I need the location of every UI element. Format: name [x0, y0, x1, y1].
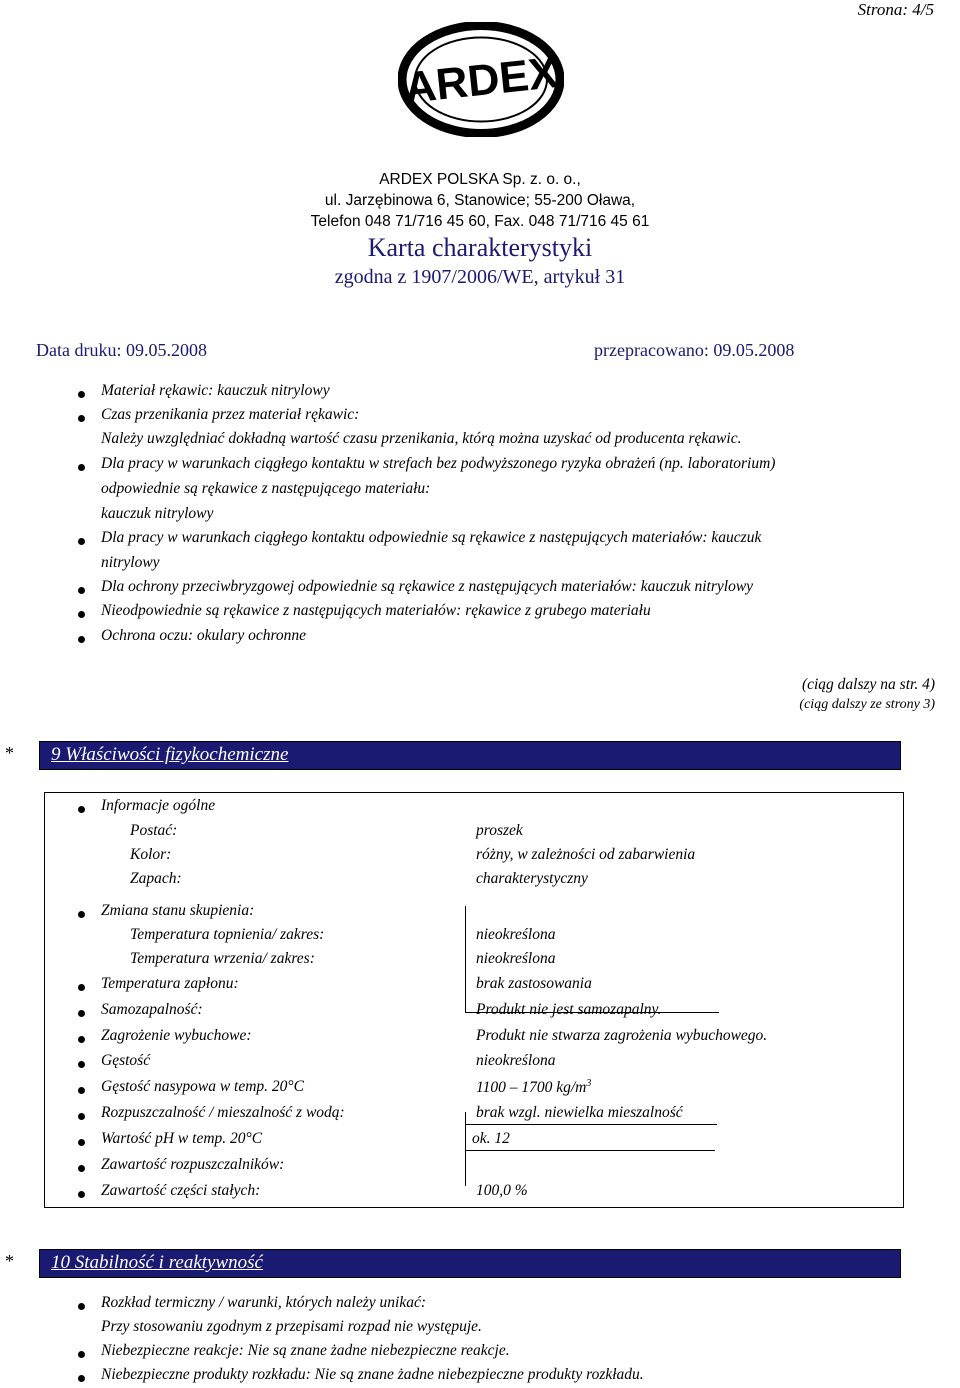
form-value: proszek: [476, 822, 523, 839]
penetration-text: Należy uwzględniać dokładną wartość czasu przenikania, którą można uzyskać od producenta rękawic.: [101, 430, 742, 447]
section-9-title: 9 Właściwości fizykochemiczne: [51, 744, 289, 765]
density-label: Gęstość: [101, 1052, 151, 1069]
continuous-contact-cont: nitrylowy: [101, 554, 160, 571]
table-divider: [465, 906, 466, 1012]
bullet: [78, 1087, 85, 1094]
bullet: [78, 984, 85, 991]
continuous-low-risk-1: Dla pracy w warunkach ciągłego kontaktu w strefach bez podwyższonego ryzyka obrażeń (np. laboratorium): [101, 455, 776, 472]
bullet: [78, 806, 85, 813]
flash-label: Temperatura zapłonu:: [101, 975, 239, 992]
form-label: Postać:: [130, 822, 178, 839]
bullet: [78, 1061, 85, 1068]
change-marker: *: [5, 1251, 14, 1271]
glove-material: Materiał rękawic: kauczuk nitrylowy: [101, 382, 330, 399]
ardex-logo: [398, 22, 564, 137]
company-name: ARDEX POLSKA Sp. z. o. o.,: [379, 171, 581, 188]
bullet: [78, 1351, 85, 1358]
continuous-low-risk-2: odpowiednie są rękawice z następującego materiału:: [101, 480, 431, 497]
continuous-contact: Dla pracy w warunkach ciągłego kontaktu odpowiednie są rękawice z następujących materiałów: kauczuk: [101, 529, 762, 546]
melting-value: nieokreślona: [476, 926, 556, 943]
selfignition-label: Samozapalność:: [101, 1001, 203, 1018]
solids-content-label: Zawartość części stałych:: [101, 1182, 261, 1199]
dangerous-reactions: Niebezpieczne reakcje: Nie są znane żadne niebezpieczne reakcje.: [101, 1342, 510, 1359]
flash-value: brak zastosowania: [476, 975, 592, 992]
bulk-density-label: Gęstość nasypowa w temp. 20°C: [101, 1078, 304, 1095]
continuous-low-risk-value: kauczuk nitrylowy: [101, 505, 214, 522]
solids-content-value: 100,0 %: [476, 1182, 528, 1199]
state-change: Zmiana stanu skupienia:: [101, 902, 255, 919]
logo-text: ARDEX: [402, 48, 561, 113]
bullet: [78, 391, 85, 398]
bullet: [78, 1303, 85, 1310]
explosion-value: Produkt nie stwarza zagrożenia wybuchowego.: [476, 1027, 768, 1044]
document-subtitle: zgodna z 1907/2006/WE, artykuł 31: [334, 266, 626, 288]
general-info: Informacje ogólne: [101, 797, 216, 814]
selfignition-value: Produkt nie jest samozapalny.: [476, 1001, 662, 1018]
color-value: różny, w zależności od zabarwienia: [476, 846, 696, 863]
bullet: [78, 1375, 85, 1382]
change-marker: *: [5, 743, 14, 763]
solubility-label: Rozpuszczalność / mieszalność z wodą:: [101, 1104, 345, 1121]
document-title: Karta charakterystyki: [367, 233, 593, 262]
bullet: [78, 415, 85, 422]
penetration-label: Czas przenikania przez materiał rękawic:: [101, 406, 360, 423]
bullet: [78, 464, 85, 471]
ph-label: Wartość pH w temp. 20°C: [101, 1130, 263, 1147]
bullet: [78, 1036, 85, 1043]
bullet: [78, 636, 85, 643]
ph-value: ok. 12: [472, 1130, 510, 1147]
bullet: [78, 1113, 85, 1120]
boiling-label: Temperatura wrzenia/ zakres:: [130, 950, 315, 967]
bullet: [78, 1139, 85, 1146]
density-value: nieokreślona: [476, 1052, 556, 1069]
company-phone: Telefon 048 71/716 45 60, Fax. 048 71/716 45 61: [310, 213, 650, 230]
print-date: Data druku: 09.05.2008: [36, 340, 207, 360]
continuation-prev: (ciąg dalszy ze strony 3): [799, 697, 935, 712]
decomposition-products: Niebezpieczne produkty rozkładu: Nie są znane żadne niebezpieczne produkty rozkładu.: [101, 1366, 644, 1383]
bullet: [78, 611, 85, 618]
unsuitable-gloves: Nieodpowiednie są rękawice z następujących materiałów: rękawice z grubego materiału: [101, 602, 651, 619]
company-address: ul. Jarzębinowa 6, Stanowice; 55-200 Oława,: [324, 192, 636, 209]
continuation-next: (ciąg dalszy na str. 4): [801, 676, 935, 693]
revision-date: przepracowano: 09.05.2008: [594, 340, 795, 360]
decomposition-label: Rozkład termiczny / warunki, których należy unikać:: [101, 1294, 426, 1311]
page-number: Strona: 4/5: [857, 0, 934, 19]
eye-protection: Ochrona oczu: okulary ochronne: [101, 627, 307, 644]
bullet: [78, 1165, 85, 1172]
section-10-title: 10 Stabilność i reaktywność: [51, 1252, 263, 1273]
odor-label: Zapach:: [130, 870, 182, 887]
decomposition-text: Przy stosowaniu zgodnym z przepisami rozpad nie występuje.: [101, 1318, 482, 1335]
bullet: [78, 1191, 85, 1198]
bullet: [78, 911, 85, 918]
solubility-value: brak wzgl. niewielka mieszalność: [476, 1104, 683, 1121]
solvent-content-label: Zawartość rozpuszczalników:: [101, 1156, 285, 1173]
splash-protection: Dla ochrony przeciwbryzgowej odpowiednie są rękawice z następujących materiałów: kauczuk nitrylowy: [101, 578, 754, 595]
bulk-density-value: 1100 – 1700 $kg/m^3$: [476, 1078, 592, 1097]
bullet: [78, 538, 85, 545]
melting-label: Temperatura topnienia/ zakres:: [130, 926, 325, 943]
boiling-value: nieokreślona: [476, 950, 556, 967]
table-divider: [465, 1124, 717, 1125]
table-divider: [465, 1150, 715, 1151]
explosion-label: Zagrożenie wybuchowe:: [101, 1027, 252, 1044]
odor-value: charakterystyczny: [476, 870, 588, 887]
color-label: Kolor:: [130, 846, 172, 863]
bullet: [78, 1010, 85, 1017]
bullet: [78, 587, 85, 594]
